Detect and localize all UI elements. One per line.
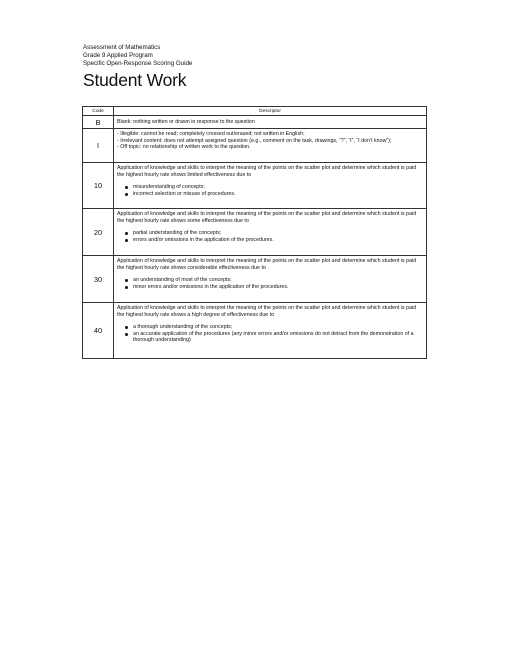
descriptor-line: Blank: nothing written or drawn in response to the question bbox=[117, 118, 255, 125]
score-code: B bbox=[83, 116, 114, 129]
descriptor-line: - Illegible: cannot be read; completely crossed out/erased; not written in English; bbox=[117, 131, 305, 137]
descriptor-column-header: Descriptor bbox=[114, 107, 427, 116]
criteria-list bbox=[117, 277, 423, 290]
bullet-icon bbox=[125, 232, 128, 235]
bullet-icon bbox=[125, 326, 128, 329]
criteria-list bbox=[117, 230, 423, 243]
bullet-icon bbox=[125, 279, 128, 282]
descriptor-lead: Application of knowledge and skills to interpret the meaning of the points on the scatter plot and determine which student is paid the highest hourly rate shows considerable effectiveness due to bbox=[117, 258, 417, 271]
criteria-list bbox=[117, 324, 423, 344]
descriptor-lead: Application of knowledge and skills to interpret the meaning of the points on the scatter plot and determine which student is paid the highest hourly rate shows some effectiveness due to bbox=[117, 211, 417, 224]
list-item: a thorough understanding of the concepts; bbox=[133, 324, 423, 331]
descriptor-cell bbox=[114, 116, 427, 129]
list-item: partial understanding of the concepts; bbox=[133, 230, 423, 237]
grade-program: Grade 9 Applied Program bbox=[83, 52, 153, 59]
list-item: errors and/or omissions in the application of the procedures. bbox=[133, 237, 423, 244]
table-row bbox=[83, 163, 427, 209]
table-row bbox=[83, 116, 427, 129]
bullet-icon bbox=[125, 193, 128, 196]
list-item: minor errors and/or omissions in the application of the procedures. bbox=[133, 284, 423, 291]
list-item: an accurate application of the procedures (any minor errors and/or omissions do not detract from the demonstration of a thorough understanding) bbox=[133, 331, 423, 344]
table-row bbox=[83, 209, 427, 256]
table-row bbox=[83, 303, 427, 359]
descriptor-cell bbox=[114, 209, 427, 256]
criteria-list bbox=[117, 184, 423, 197]
score-code: 20 bbox=[83, 209, 114, 256]
assessment-name: Assessment of Mathematics bbox=[83, 44, 161, 51]
bullet-icon bbox=[125, 186, 128, 189]
code-column-header: Code bbox=[83, 107, 114, 116]
score-code: 10 bbox=[83, 163, 114, 209]
descriptor-cell bbox=[114, 129, 427, 163]
descriptor-cell bbox=[114, 303, 427, 359]
descriptor-lead: Application of knowledge and skills to interpret the meaning of the points on the scatter plot and determine which student is paid the highest hourly rate shows limited effectiveness due to bbox=[117, 165, 417, 178]
descriptor-lead: Application of knowledge and skills to interpret the meaning of the points on the scatter plot and determine which student is paid the highest hourly rate shows a high degree of effectiveness due to bbox=[117, 305, 417, 318]
score-code: 40 bbox=[83, 303, 114, 359]
list-item: misunderstanding of concepts; bbox=[133, 184, 423, 191]
descriptor-line: - Off topic: no relationship of written work to the question. bbox=[117, 144, 251, 151]
page-title: Student Work bbox=[83, 70, 187, 90]
bullet-icon bbox=[125, 286, 128, 289]
document-header bbox=[83, 44, 192, 90]
list-item: incorrect selection or misuse of procedures. bbox=[133, 191, 423, 198]
score-code: I bbox=[83, 129, 114, 163]
descriptor-cell bbox=[114, 256, 427, 303]
table-row bbox=[83, 256, 427, 303]
descriptor-line: - Irrelevant content: does not attempt assigned question (e.g., comment on the task, drawings, “?”, “I”, “I don’t know”); bbox=[117, 137, 392, 144]
descriptor-cell bbox=[114, 163, 427, 209]
list-item: an understanding of most of the concepts; bbox=[133, 277, 423, 284]
scoring-rubric-table bbox=[82, 106, 427, 359]
table-header-row bbox=[83, 107, 427, 116]
guide-name: Specific Open-Response Scoring Guide bbox=[83, 60, 193, 67]
bullet-icon bbox=[125, 333, 128, 336]
score-code: 30 bbox=[83, 256, 114, 303]
bullet-icon bbox=[125, 239, 128, 242]
table-row bbox=[83, 129, 427, 163]
